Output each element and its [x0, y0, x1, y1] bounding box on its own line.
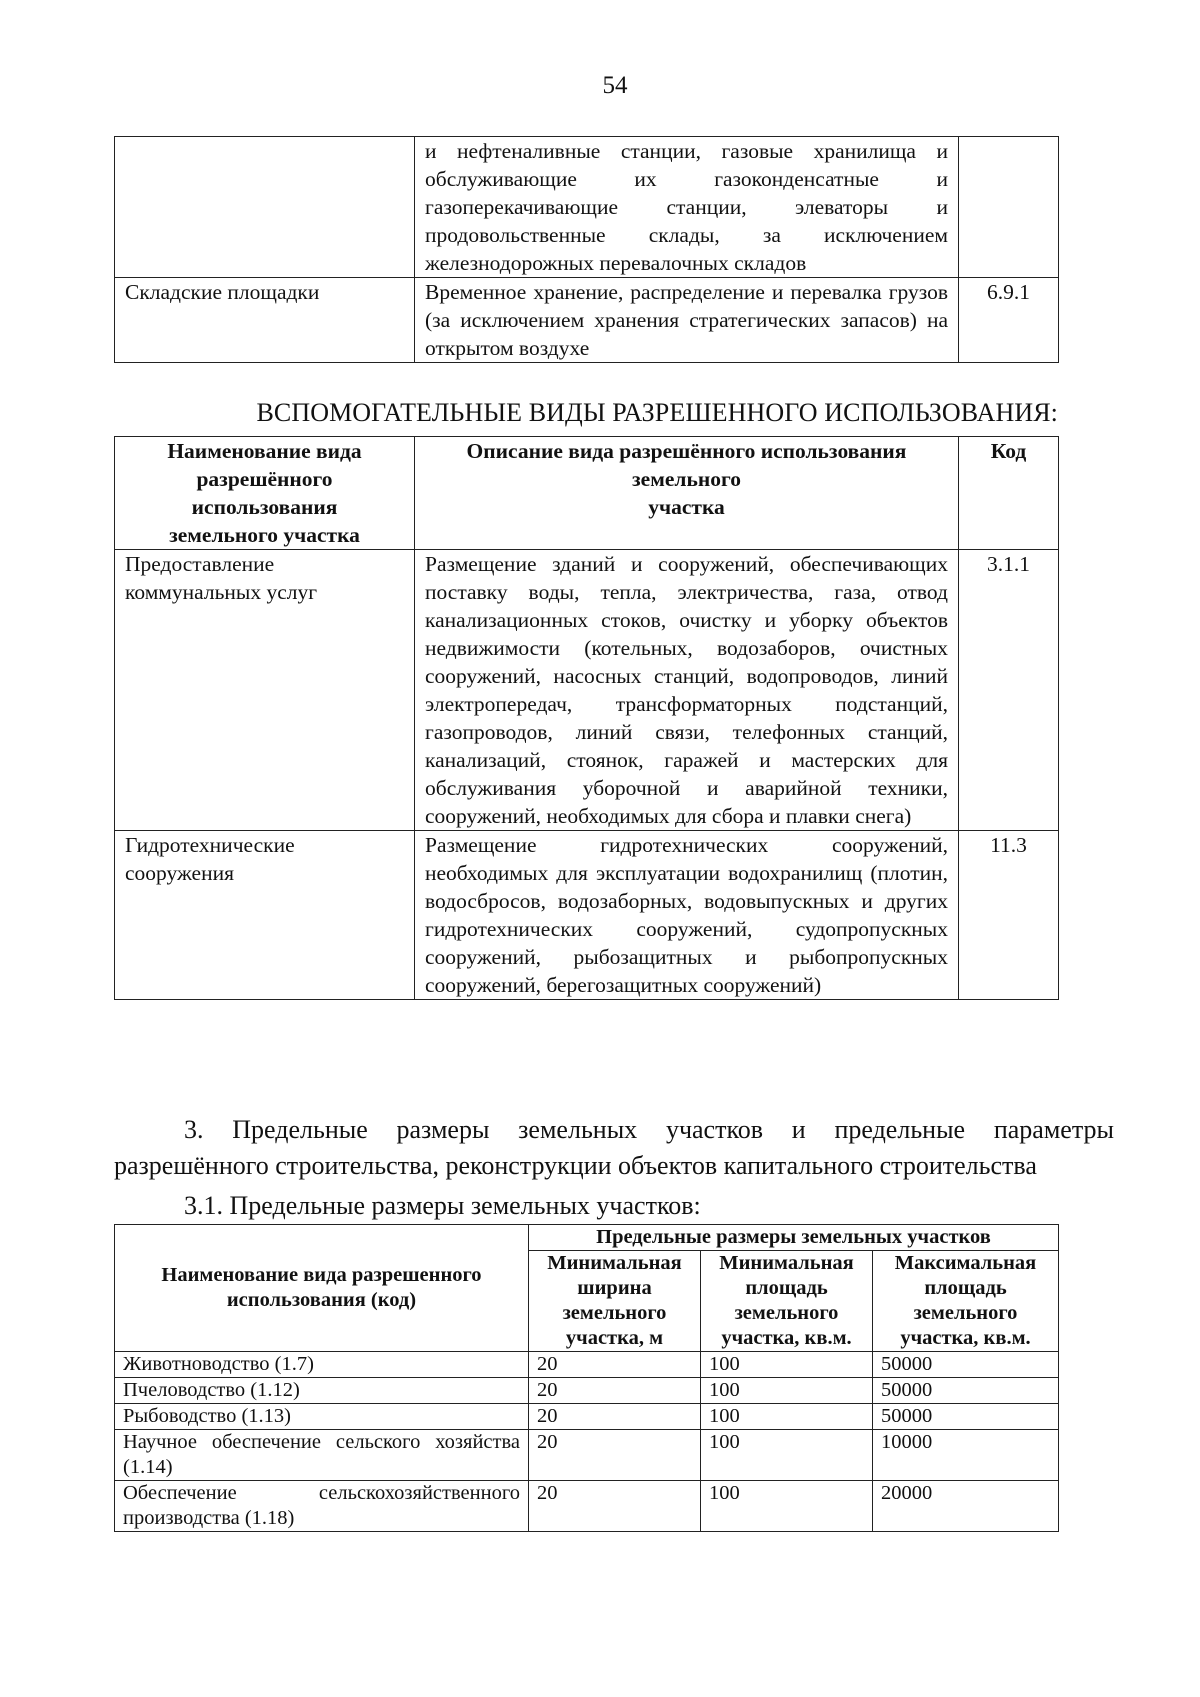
- continued-use-table: [114, 136, 1059, 363]
- use-description-cell: Размещение зданий и сооружений, обеспечивающих поставку воды, тепла, электричества, газа, отвод канализационных стоков, очистку и уборку объектов недвижимости (котельных, водозаборов, очистных сооружений, насосных станций, водопроводов, линий электропередач, трансформаторных подстанций, газопроводов, линий связи, телефонных станций, канализаций, стоянок, гаражей и мастерских для обслуживания уборочной и аварийной техники, сооружений, необходимых для сбора и плавки снега): [415, 550, 959, 831]
- max-area-cell: 50000: [873, 1404, 1059, 1430]
- min-area-cell: 100: [701, 1481, 873, 1532]
- min-width-cell: 20: [529, 1404, 701, 1430]
- table-row: [115, 1430, 1059, 1481]
- header-max-area: Максимальная площадь земельного участка, кв.м.: [873, 1251, 1059, 1352]
- table-row: [115, 1404, 1059, 1430]
- header-use-name: Наименование вида разрешённого использования земельного участка: [115, 437, 415, 550]
- use-name-cell: Научное обеспечение сельского хозяйства (1.14): [115, 1430, 529, 1481]
- table-row: [115, 1481, 1059, 1532]
- use-name-cell: Животноводство (1.7): [115, 1352, 529, 1378]
- use-name-cell: Гидротехнические сооружения: [115, 831, 415, 1000]
- use-description-cell: Временное хранение, распределение и перевалка грузов (за исключением хранения стратегических запасов) на открытом воздухе: [415, 278, 959, 363]
- min-area-cell: 100: [701, 1378, 873, 1404]
- use-name-cell: Предоставление коммунальных услуг: [115, 550, 415, 831]
- table-row: [115, 1352, 1059, 1378]
- use-name-cell: Пчеловодство (1.12): [115, 1378, 529, 1404]
- min-width-cell: 20: [529, 1430, 701, 1481]
- table-row: [115, 1378, 1059, 1404]
- table-header-row: [115, 1225, 1059, 1251]
- max-area-cell: 50000: [873, 1378, 1059, 1404]
- header-size-limits-group: Предельные размеры земельных участков: [529, 1225, 1059, 1251]
- header-description-line1: Описание вида разрешённого использования земельного: [466, 439, 907, 491]
- use-code-cell: 6.9.1: [959, 278, 1059, 363]
- header-code: Код: [959, 437, 1059, 550]
- plot-size-limits-table: [114, 1224, 1059, 1532]
- use-name-cell: Обеспечение сельскохозяйственного производства (1.18): [115, 1481, 529, 1532]
- max-area-cell: 10000: [873, 1430, 1059, 1481]
- use-name-cell: Рыбоводство (1.13): [115, 1404, 529, 1430]
- min-area-cell: 100: [701, 1430, 873, 1481]
- header-use-name-code: Наименование вида разрешенного использования (код): [115, 1225, 529, 1352]
- header-min-area: Минимальная площадь земельного участка, кв.м.: [701, 1251, 873, 1352]
- use-code-cell: 3.1.1: [959, 550, 1059, 831]
- table-row: [115, 137, 1059, 278]
- use-code-cell: 11.3: [959, 831, 1059, 1000]
- use-description-cell: Размещение гидротехнических сооружений, необходимых для эксплуатации водохранилищ (плотин, водосбросов, водозаборных, водовыпускных и других гидротехнических сооружений, судопропускных сооружений, рыбозащитных и рыбопропускных сооружений, берегозащитных сооружений): [415, 831, 959, 1000]
- min-area-cell: 100: [701, 1404, 873, 1430]
- use-code-cell: [959, 137, 1059, 278]
- header-use-description: [415, 437, 959, 550]
- min-width-cell: 20: [529, 1352, 701, 1378]
- min-width-cell: 20: [529, 1378, 701, 1404]
- auxiliary-uses-heading: ВСПОМОГАТЕЛЬНЫЕ ВИДЫ РАЗРЕШЕННОГО ИСПОЛЬЗОВАНИЯ:: [256, 398, 1058, 427]
- table-row: [115, 831, 1059, 1000]
- use-name-cell: [115, 137, 415, 278]
- use-name-cell: Складские площадки: [115, 278, 415, 363]
- min-area-cell: 100: [701, 1352, 873, 1378]
- use-description-cell: и нефтеналивные станции, газовые хранилища и обслуживающие их газоконденсатные и газоперекачивающие станции, элеваторы и продовольственные склады, за исключением железнодорожных перевалочных складов: [415, 137, 959, 278]
- header-description-line2: участка: [648, 495, 725, 519]
- min-width-cell: 20: [529, 1481, 701, 1532]
- header-min-width: Минимальная ширина земельного участка, м: [529, 1251, 701, 1352]
- page-number: 54: [602, 72, 628, 99]
- max-area-cell: 20000: [873, 1481, 1059, 1532]
- section-3-paragraph: 3. Предельные размеры земельных участков и предельные параметры разрешённого строительства, реконструкции объектов капитального строительства: [114, 1115, 1114, 1180]
- section-3-1-paragraph: 3.1. Предельные размеры земельных участков:: [184, 1191, 701, 1220]
- max-area-cell: 50000: [873, 1352, 1059, 1378]
- table-header-row: [115, 437, 1059, 550]
- auxiliary-uses-table: [114, 436, 1059, 1000]
- table-row: [115, 278, 1059, 363]
- table-row: [115, 550, 1059, 831]
